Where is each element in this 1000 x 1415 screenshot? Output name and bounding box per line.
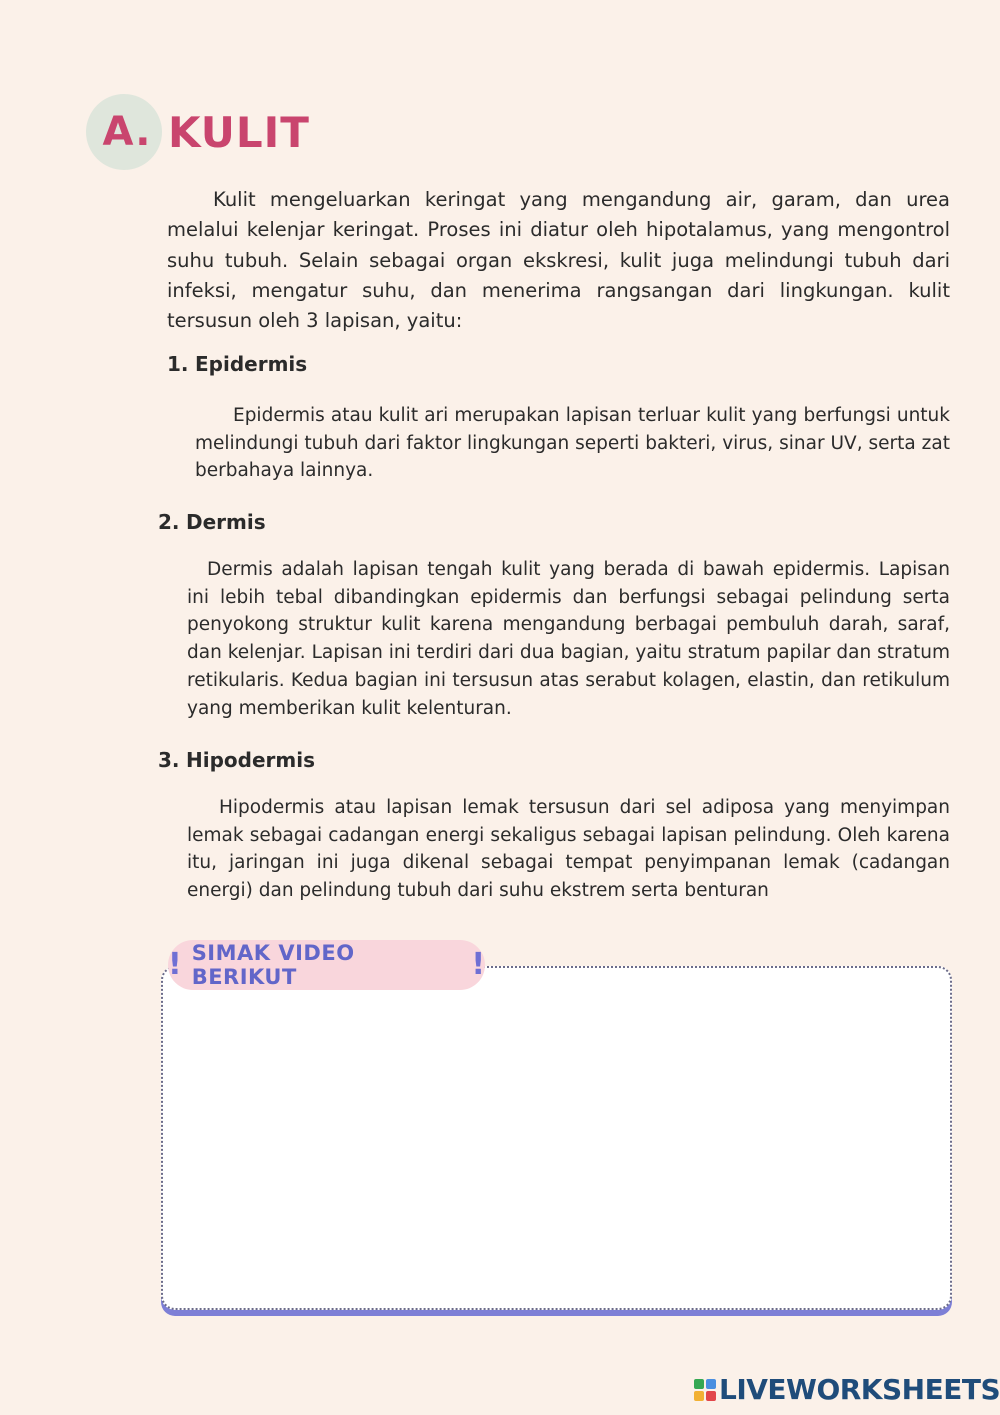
section-letter: A.	[102, 109, 152, 155]
item-heading-dermis	[158, 510, 266, 534]
item-number: 2.	[158, 510, 180, 534]
item-title: Hipodermis	[186, 748, 315, 772]
liveworksheets-logo-icon	[694, 1379, 716, 1401]
video-label: SIMAK VIDEO BERIKUT	[191, 941, 355, 989]
exclamation-icon: !	[168, 947, 182, 982]
item-number: 3.	[158, 748, 180, 772]
section-title	[86, 94, 310, 170]
item-text-hipodermis: Hipodermis atau lapisan lemak tersusun dari sel adiposa yang menyimpan lemak sebagai cadangan energi sekaligus sebagai lapisan pelindung. Oleh karena itu, jaringan ini juga dikenal sebagai tempat penyimpanan lemak (cadangan energi) dan pelindung tubuh dari suhu ekstrem serta benturan	[187, 797, 950, 902]
intro-paragraph: Kulit mengeluarkan keringat yang mengandung air, garam, dan urea melalui kelenjar keringat. Proses ini diatur oleh hipotalamus, yang mengontrol suhu tubuh. Selain sebagai organ ekskresi, kulit juga melindungi tubuh dari infeksi, mengatur suhu, dan menerima rangsangan dari lingkungan. kulit tersusun oleh 3 lapisan, yaitu:	[167, 188, 950, 333]
item-text-dermis: Dermis adalah lapisan tengah kulit yang berada di bawah epidermis. Lapisan ini lebih tebal dibandingkan epidermis dan berfungsi sebagai pelindung serta penyokong struktur kulit karena mengandung berbagai pembuluh darah, saraf, dan kelenjar. Lapisan ini terdiri dari dua bagian, yaitu stratum papilar dan stratum retikularis. Kedua bagian ini tersusun atas serabut kolagen, elastin, dan retikulum yang memberikan kulit kelenturan.	[187, 559, 950, 719]
item-heading-epidermis	[167, 352, 307, 376]
item-heading-hipodermis	[158, 748, 315, 772]
video-tab	[168, 940, 485, 990]
item-text-epidermis: Epidermis atau kulit ari merupakan lapisan terluar kulit yang berfungsi untuk melindungi tubuh dari faktor lingkungan seperti bakteri, virus, sinar UV, serta zat berbahaya lainnya.	[195, 405, 950, 482]
page-title: KULIT	[168, 107, 310, 157]
liveworksheets-brand[interactable]	[694, 1373, 1000, 1406]
video-embed-area[interactable]	[161, 966, 952, 1310]
item-number: 1.	[167, 352, 189, 376]
section-letter-badge	[86, 94, 162, 170]
brand-name: LIVEWORKSHEETS	[719, 1373, 1000, 1406]
item-title: Epidermis	[195, 352, 308, 376]
exclamation-icon: !	[471, 947, 485, 982]
item-title: Dermis	[186, 510, 266, 534]
